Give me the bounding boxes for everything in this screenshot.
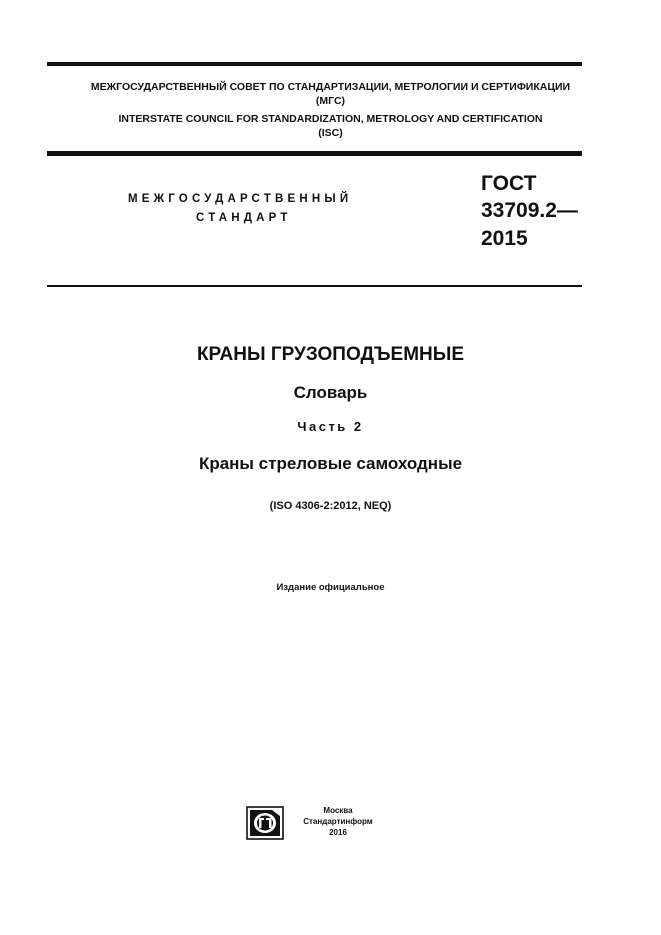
- header-bottom-rule: [47, 151, 582, 156]
- council-ru-abbr: (МГС): [315, 95, 346, 107]
- publisher-city: Москва: [323, 806, 353, 815]
- council-en: INTERSTATE COUNCIL FOR STANDARDIZATION, METROLOGY AND CERTIFICATION: [118, 113, 543, 125]
- subtitle: Словарь: [293, 383, 368, 402]
- council-en-abbr: (ISC): [318, 127, 343, 139]
- main-title: КРАНЫ ГРУЗОПОДЪЕМНЫЕ: [196, 344, 465, 365]
- top-rule: [47, 62, 582, 66]
- gost-year: 2015: [481, 227, 528, 250]
- part-number: Часть 2: [297, 419, 364, 434]
- gost-number: 33709.2—: [481, 199, 578, 222]
- gost-prefix: ГОСТ: [481, 172, 537, 195]
- publisher-name: Стандартинформ: [303, 817, 373, 826]
- publisher-year: 2016: [329, 828, 347, 837]
- part-title: Краны стреловые самоходные: [198, 454, 463, 473]
- iso-reference: (ISO 4306-2:2012, NEQ): [269, 500, 392, 512]
- designation-rule: [47, 285, 582, 287]
- standard-type-line1: МЕЖГОСУДАРСТВЕННЫЙ: [128, 193, 353, 205]
- edition-label: Издание официальное: [276, 582, 385, 593]
- standartinform-logo-icon: [246, 806, 284, 840]
- council-ru: МЕЖГОСУДАРСТВЕННЫЙ СОВЕТ ПО СТАНДАРТИЗАЦИИ, МЕТРОЛОГИИ И СЕРТИФИКАЦИИ: [90, 81, 571, 93]
- standard-type-line2: СТАНДАРТ: [196, 212, 292, 224]
